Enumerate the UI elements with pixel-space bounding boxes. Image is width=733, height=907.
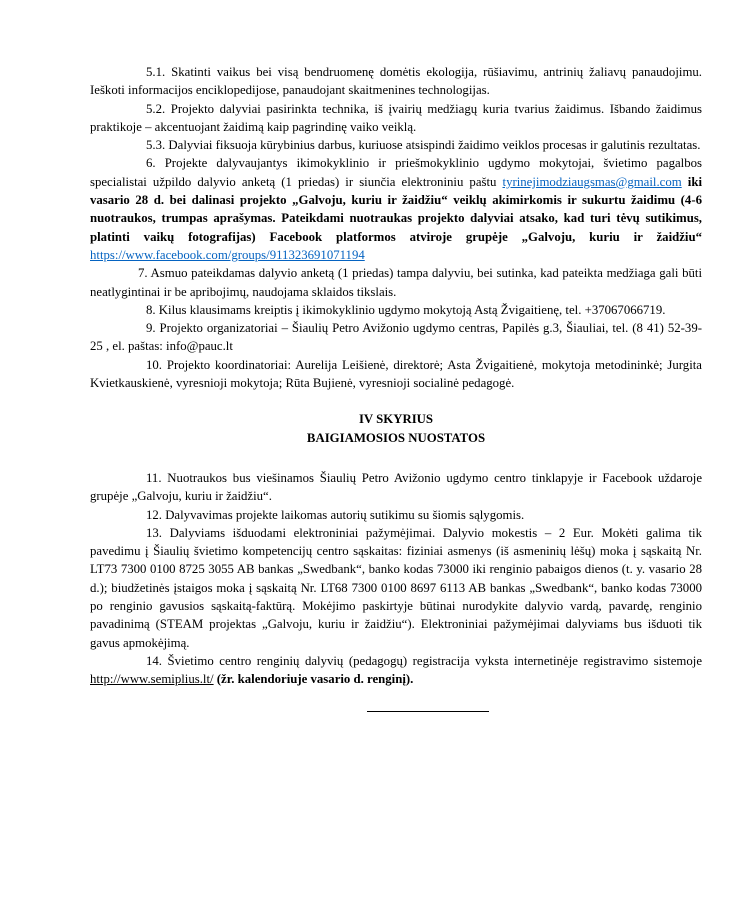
facebook-group-link[interactable]: https://www.facebook.com/groups/911323691071194	[90, 247, 365, 262]
paragraph-8: 8. Kilus klausimams kreiptis į ikimokyklinio ugdymo mokytoją Astą Žvigaitienę, tel. +37067066719.	[146, 302, 666, 317]
paragraph-10: 10. Projekto koordinatoriai: Aurelija Leišienė, direktorė; Asta Žvigaitienė, mokytoja metodininkė; Jurgita Kvietkauskienė, vyresnioji mokytoja; Rūta Bujienė, vyresnioji socialinė pedagogė.	[90, 357, 702, 391]
paragraph-14-text: 14. Švietimo centro renginių dalyvių (pedagogų) registracija vyksta internetinėje registravimo sistemoje	[146, 653, 702, 668]
paragraph-5-3: 5.3. Dalyviai fiksuoja kūrybinius darbus, kuriuose atsispindi žaidimo veiklos procesas ir galutinis rezultatas.	[146, 138, 701, 153]
paragraph-14-bold: (žr. kalendoriuje vasario d. renginį).	[213, 672, 414, 687]
email-link[interactable]: tyrinejimodziaugsmas@gmail.com	[502, 174, 682, 189]
section-number: IV SKYRIUS	[358, 412, 434, 427]
paragraph-5-2: 5.2. Projekto dalyviai pasirinkta technika, iš įvairių medžiagų kuria tvarius žaidimus. Išbando žaidimus praktikoje – akcentuojant žaidimą kaip pagrindinę vaiko veiklą.	[90, 101, 702, 134]
paragraph-12: 12. Dalyvavimas projekte laikomas autorių sutikimu su šiomis sąlygomis.	[146, 507, 525, 522]
paragraph-7: 7. Asmuo pateikdamas dalyvio anketą (1 priedas) tampa dalyviu, bei sutinka, kad pateikta medžiaga gali būti neatlygintinai ir be apribojimų, naudojama sklaidos tikslais.	[90, 266, 702, 299]
paragraph-11: 11. Nuotraukos bus viešinamos Šiaulių Petro Avižonio ugdymo centro tinklapyje ir Facebook uždaroje grupėje „Galvoju, kuriu ir žaidžiu“.	[90, 470, 702, 504]
paragraph-14	[90, 652, 702, 689]
paragraph-6	[90, 154, 702, 264]
section-title: BAIGIAMOSIOS NUOSTATOS	[306, 430, 486, 445]
paragraph-6-bold: iki vasario 28 d. bei dalinasi projekto „Galvoju, kuriu ir žaidžiu“ veiklų akimirkomis ir sukurtu žaidimu (4-6 nuotraukos, trumpas aprašymas. Pateikdami nuotraukas projekto dalyviai atsako, kad turi tėvų sutikimus, platinti vaikų fotografijas) Facebook platformos atviroje grupėje „Galvoju, kuriu ir žaidžiu“	[90, 174, 703, 244]
paragraph-5-1: 5.1. Skatinti vaikus bei visą bendruomenę domėtis ekologija, rūšiavimu, antrinių žaliavų panaudojimu. Ieškoti informacijos enciklopedijose, panaudojant skaitmenines technologijas.	[90, 65, 702, 98]
paragraph-13: 13. Dalyviams išduodami elektroniniai pažymėjimai. Dalyvio mokestis – 2 Eur. Mokėti galima tik pavedimu į Šiaulių švietimo kompetencijų centro sąskaitas: fiziniai asmenys (iš asmeninių lėšų) moka į sąskaitą Nr. LT73 7300 0100 8725 3055 AB bankas „Swedbank“, banko kodas 73000 iki renginio pabaigos dienos (t. y. vasario 28 d.); biudžetinės įstaigos moka į sąskaitą Nr. LT68 7300 0100 8697 6113 AB bankas „Swedbank“, banko kodas 73000 po renginio gavusios sąskaitą-faktūrą. Mokėjimo paskirtyje būtinai nurodykite dalyvio vardą, pavardę, renginio pavadinimą (STEAM projektas „Galvoju, kuriu ir žaidžiu“). Elektroniniai pažymėjimai dalyviams bus išduoti tik gavus apmokėjimą.	[90, 525, 702, 650]
document-page	[90, 63, 702, 712]
paragraph-9: 9. Projekto organizatoriai – Šiaulių Petro Avižonio ugdymo centras, Papilės g.3, Šiauliai, tel. (8 41) 52-39-25 , el. paštas: info@pauc.lt	[90, 321, 702, 354]
paragraph-6-text: 6. Projekte dalyvaujantys ikimokyklinio ir priešmokyklinio ugdymo mokytojai, švietimo pagalbos specialistai užpildo dalyvio anketą (1 priedas) ir siunčia elektroniniu paštu	[90, 156, 702, 189]
end-divider	[367, 711, 489, 712]
semiplius-link[interactable]: http://www.semiplius.lt/	[90, 672, 214, 687]
